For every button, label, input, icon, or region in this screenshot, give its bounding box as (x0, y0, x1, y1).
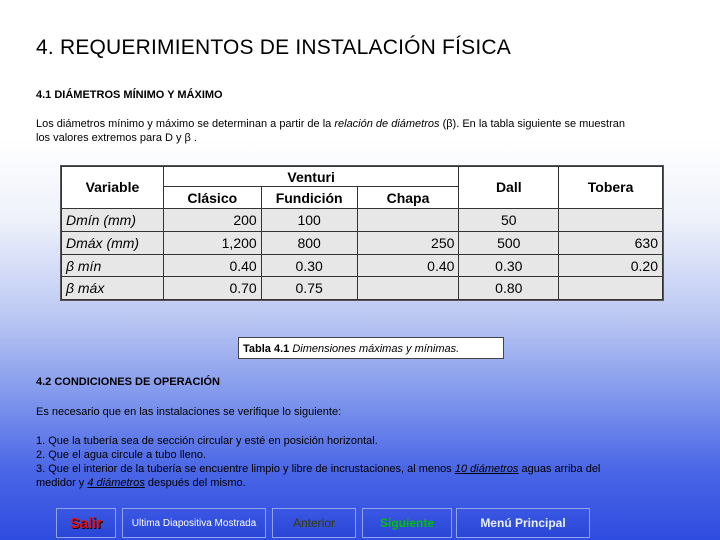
ultima-diapositiva-button[interactable] (122, 508, 266, 538)
section-heading-condiciones: 4.2 CONDICIONES DE OPERACIÓN (36, 376, 220, 388)
table-row (62, 232, 663, 255)
header-chapa: Chapa (357, 187, 459, 208)
cell-tobera (559, 277, 663, 300)
cell-fundicion: 100 (261, 208, 357, 232)
item3-text-a: 3. Que el interior de la tubería se encuentre limpio y libre de incrustaciones, al menos (36, 463, 455, 475)
para-text-a: Los diámetros mínimo y máximo se determinan a partir de la (36, 118, 335, 130)
row-label: Dmín (mm) (62, 208, 164, 232)
cell-dall: 0.80 (459, 277, 559, 300)
cell-clasico: 0.40 (163, 254, 261, 277)
list-item: 2. Que el agua circule a tubo lleno. (36, 449, 207, 461)
list-item (36, 476, 696, 490)
item3-text-d: después del mismo. (144, 477, 246, 489)
anterior-label: Anterior (292, 516, 336, 530)
table-row (62, 208, 663, 232)
header-tobera: Tobera (559, 167, 663, 209)
cell-tobera: 0.20 (559, 254, 663, 277)
siguiente-label: Siguiente (379, 516, 434, 530)
caption-label: Tabla 4.1 (243, 343, 290, 355)
cell-fundicion: 800 (261, 232, 357, 255)
cell-chapa (357, 208, 459, 232)
header-fundicion: Fundición (261, 187, 357, 208)
siguiente-button[interactable] (362, 508, 452, 538)
header-venturi: Venturi (163, 167, 459, 187)
table-row (62, 277, 663, 300)
list-item: 1. Que la tubería sea de sección circular y esté en posición horizontal. (36, 435, 378, 447)
dimensions-table (60, 165, 664, 301)
header-variable: Variable (62, 167, 164, 209)
menu-principal-button[interactable] (456, 508, 590, 538)
section1-paragraph (36, 117, 696, 145)
cell-tobera: 630 (559, 232, 663, 255)
section2-intro: Es necesario que en las instalaciones se verifique lo siguiente: (36, 406, 342, 418)
row-label: β máx (62, 277, 164, 300)
cell-dall: 500 (459, 232, 559, 255)
cell-clasico: 200 (163, 208, 261, 232)
cell-dall: 0.30 (459, 254, 559, 277)
section-heading-diametros: 4.1 DIÁMETROS MÍNIMO Y MÁXIMO (36, 89, 223, 101)
para-line2: los valores extremos para D y β . (36, 132, 197, 144)
link-10-diametros[interactable]: 10 diámetros (454, 463, 519, 475)
row-label: β mín (62, 254, 164, 277)
salir-button[interactable] (56, 508, 116, 538)
list-item (36, 462, 696, 476)
cell-clasico: 1,200 (163, 232, 261, 255)
table-caption (238, 337, 504, 359)
row-label: Dmáx (mm) (62, 232, 164, 255)
cell-clasico: 0.70 (163, 277, 261, 300)
caption-text: Dimensiones máximas y mínimas. (289, 343, 460, 355)
cell-chapa (357, 277, 459, 300)
salir-label: Salir (69, 514, 103, 532)
cell-fundicion: 0.30 (261, 254, 357, 277)
para-term: relación de diámetros (334, 118, 440, 130)
cell-chapa: 250 (357, 232, 459, 255)
header-dall: Dall (459, 167, 559, 209)
link-4-diametros[interactable]: 4 diámetros (87, 477, 145, 489)
header-clasico: Clásico (163, 187, 261, 208)
menu-principal-label: Menú Principal (480, 516, 566, 530)
cell-tobera (559, 208, 663, 232)
cell-fundicion: 0.75 (261, 277, 357, 300)
conditions-list (36, 434, 696, 490)
item3-text-b: aguas arriba del (518, 463, 601, 475)
anterior-button[interactable] (272, 508, 356, 538)
cell-dall: 50 (459, 208, 559, 232)
ultima-diapositiva-label: Ultima Diapositiva Mostrada (131, 517, 257, 529)
item3-text-c: medidor y (36, 477, 88, 489)
para-text-b: (β). En la tabla siguiente se muestran (439, 118, 625, 130)
cell-chapa: 0.40 (357, 254, 459, 277)
page-title: 4. REQUERIMIENTOS DE INSTALACIÓN FÍSICA (36, 36, 511, 59)
table-row (62, 254, 663, 277)
